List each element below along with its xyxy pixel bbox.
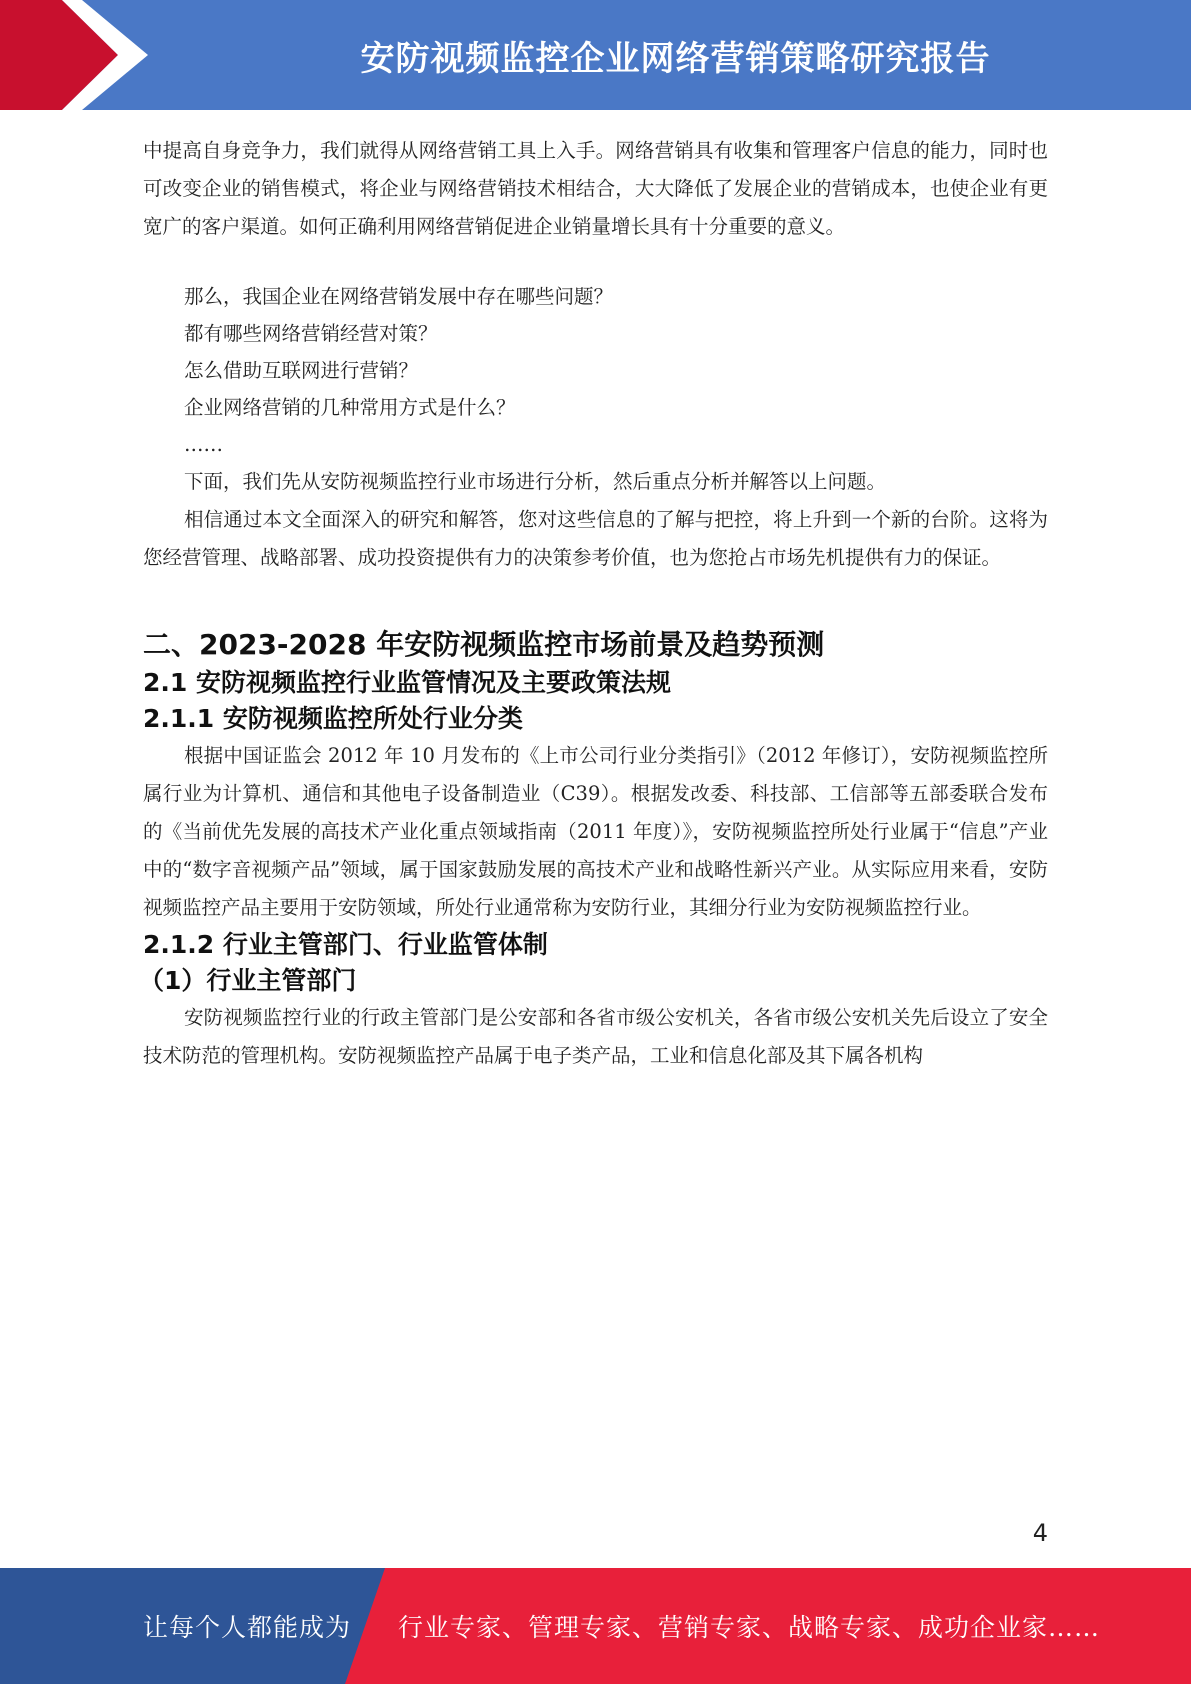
list-item: 怎么借助互联网进行营销？: [184, 359, 419, 382]
authority-paragraph: 安防视频监控行业的行政主管部门是公安部和各省市级公安机关，各省市级公安机关先后设立了安全技术防范的管理机构。安防视频监控产品属于电子类产品，工业和信息化部及其下属各机构: [143, 1006, 1048, 1067]
subsection-heading-2-1-1: 2.1.1 安防视频监控所处行业分类: [143, 704, 523, 733]
report-title: 安防视频监控企业网络营销策略研究报告: [360, 38, 991, 79]
list-item: 都有哪些网络营销经营对策？: [184, 322, 438, 345]
subsection-heading-2-1: 2.1 安防视频监控行业监管情况及主要政策法规: [143, 668, 671, 697]
list-item: 企业网络营销的几种常用方式是什么？: [184, 396, 516, 419]
intro-paragraph: 中提高自身竞争力，我们就得从网络营销工具上入手。网络营销具有收集和管理客户信息的能力，同时也可改变企业的销售模式，将企业与网络营销技术相结合，大大降低了发展企业的营销成本，也使企业有更宽广的客户渠道。如何正确利用网络营销促进企业销量增长具有十分重要的意义。: [143, 139, 1048, 238]
list-item: 那么，我国企业在网络营销发展中存在哪些问题？: [184, 285, 614, 308]
header-banner: [0, 0, 1191, 110]
list-item: ……: [184, 433, 223, 456]
footer-slogan-left: 让每个人都能成为: [143, 1613, 352, 1642]
classification-paragraph: 根据中国证监会 2012 年 10 月发布的《上市公司行业分类指引》（2012 年修订），安防视频监控所属行业为计算机、通信和其他电子设备制造业（C39）。根据发改委、科技部、工信部等五部委联合发布的《当前优先发展的高技术产业化重点领域指南（2011 年度）》，安防视频监控所处行业属于“信息”产业中的“数字音视频产品”领域，属于国家鼓励发展的高技术产业和战略性新兴产业。从实际应用来看，安防视频监控产品主要用于安防领域，所处行业通常称为安防行业，其细分行业为安防视频监控行业。: [143, 744, 1048, 919]
footer-slogan-right: 行业专家、管理专家、营销专家、战略专家、成功企业家……: [398, 1613, 1101, 1642]
document-body: [139, 132, 1048, 1075]
value-paragraph: 相信通过本文全面深入的研究和解答，您对这些信息的了解与把控，将上升到一个新的台阶。这将为您经营管理、战略部署、成功投资提供有力的决策参考价值，也为您抢占市场先机提供有力的保证。: [143, 508, 1048, 569]
page-number: 4: [1032, 1519, 1048, 1547]
section-heading: 二、2023-2028 年安防视频监控市场前景及趋势预测: [143, 628, 825, 661]
subsection-heading-2-1-2: 2.1.2 行业主管部门、行业监管体制: [143, 930, 548, 959]
footer-banner: [0, 1568, 1191, 1684]
question-list: [143, 278, 1048, 463]
red-arrow-decoration: [0, 0, 160, 110]
analysis-paragraph: 下面，我们先从安防视频监控行业市场进行分析，然后重点分析并解答以上问题。: [184, 470, 887, 493]
item-heading-1: （1）行业主管部门: [139, 966, 357, 995]
